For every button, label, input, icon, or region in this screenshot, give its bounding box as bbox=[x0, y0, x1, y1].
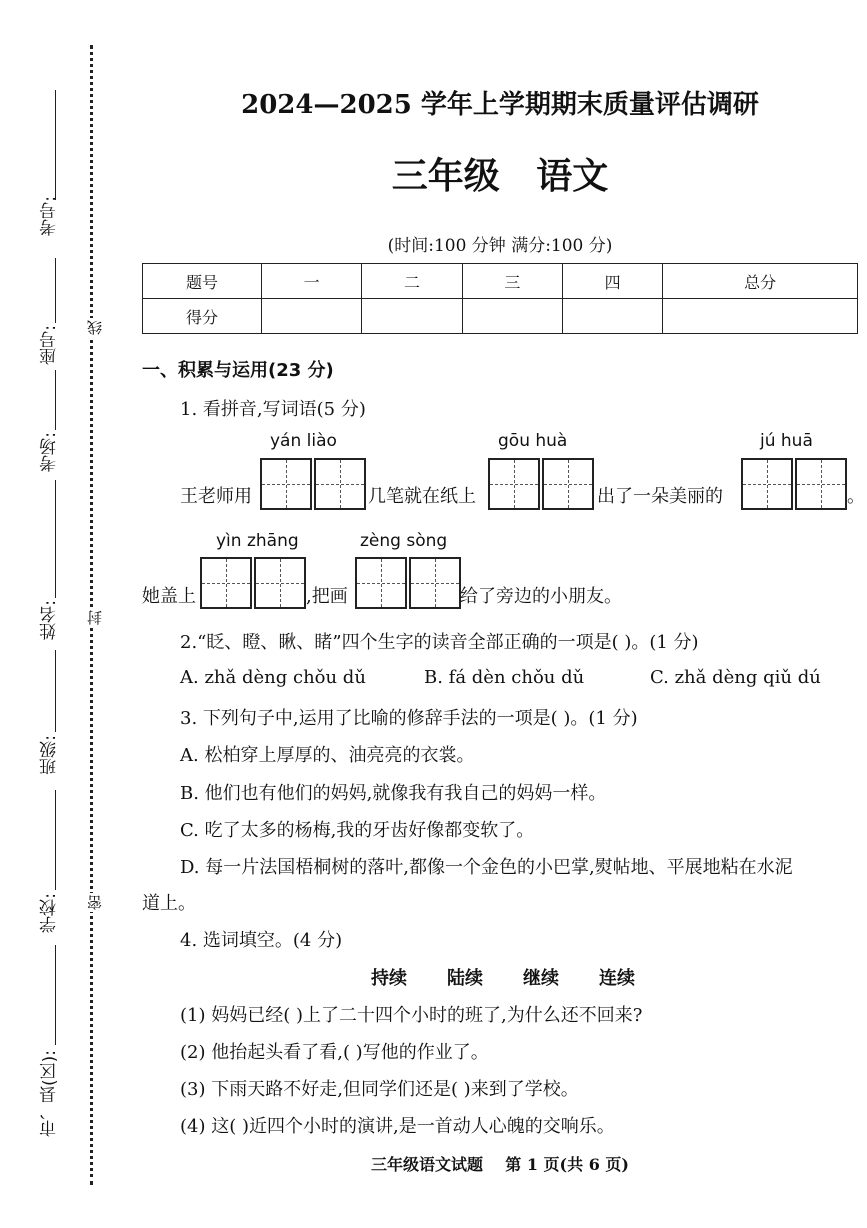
q2-title: 2.“眨、瞪、瞅、睹”四个生字的读音全部正确的一项是( )。(1 分) bbox=[180, 632, 699, 653]
q4-item-3: (3) 下雨天路不好走,但同学们还是( )来到了学校。 bbox=[180, 1079, 579, 1100]
q1-text-7: 给了旁边的小朋友。 bbox=[460, 586, 622, 607]
field-exam-number: 考号: bbox=[40, 196, 60, 236]
tianzige-answer-3[interactable] bbox=[741, 458, 847, 510]
q3-option-c: C. 吃了太多的杨梅,我的牙齿好像都变软了。 bbox=[180, 820, 535, 841]
score-cell: 总分 bbox=[663, 264, 858, 299]
field-seat-number: 座号: bbox=[40, 325, 60, 365]
q1-text-1: 王老师用 bbox=[180, 486, 252, 507]
score-cell: 四 bbox=[562, 264, 662, 299]
pinyin-yan-liao: yán liào bbox=[270, 431, 337, 451]
score-input-cell[interactable] bbox=[262, 299, 362, 334]
q3-option-d: D. 每一片法国梧桐树的落叶,都像一个金色的小巴掌,熨帖地、平展地粘在水泥 bbox=[180, 857, 793, 878]
score-cell: 三 bbox=[462, 264, 562, 299]
field-city-county-line[interactable] bbox=[55, 945, 56, 1045]
field-name: 姓名: bbox=[40, 600, 60, 640]
q1-text-5: 她盖上 bbox=[142, 586, 196, 607]
word-jixu: 继续 bbox=[523, 968, 559, 989]
exam-time-info: (时间:100 分钟 满分:100 分) bbox=[387, 236, 613, 256]
score-table-score-row bbox=[143, 299, 858, 334]
q3-option-a: A. 松柏穿上厚厚的、油亮亮的衣裳。 bbox=[180, 745, 475, 766]
field-seat-number-line[interactable] bbox=[55, 258, 56, 323]
q1-text-4: 。 bbox=[847, 486, 865, 507]
field-exam-room: 考场: bbox=[40, 432, 60, 472]
q3-option-d-cont: 道上。 bbox=[142, 893, 196, 914]
score-cell: 题号 bbox=[143, 264, 262, 299]
q2-option-c: C. zhǎ dèng qiǔ dú bbox=[650, 667, 821, 688]
score-input-cell[interactable] bbox=[562, 299, 662, 334]
word-luxu: 陆续 bbox=[447, 968, 483, 989]
field-class: 班级: bbox=[40, 735, 60, 775]
word-lianxu: 连续 bbox=[599, 968, 635, 989]
score-input-cell[interactable] bbox=[462, 299, 562, 334]
exam-subtitle: 三年级 语文 bbox=[391, 156, 609, 197]
q1-text-6: ,把画 bbox=[306, 586, 348, 607]
score-input-cell[interactable] bbox=[663, 299, 858, 334]
pinyin-ju-hua: jú huā bbox=[760, 431, 813, 451]
field-exam-room-line[interactable] bbox=[55, 370, 56, 430]
score-cell: 得分 bbox=[143, 299, 262, 334]
q3-option-b: B. 他们也有他们的妈妈,就像我有我自己的妈妈一样。 bbox=[180, 783, 607, 804]
tianzige-answer-5[interactable] bbox=[355, 557, 461, 609]
field-name-line[interactable] bbox=[55, 480, 56, 598]
page-footer: 三年级语文试题 第 1 页(共 6 页) bbox=[371, 1155, 629, 1174]
field-school-line[interactable] bbox=[55, 790, 56, 890]
seal-char-line: 线 bbox=[86, 320, 104, 335]
q1-text-2: 几笔就在纸上 bbox=[368, 486, 476, 507]
q4-item-2: (2) 他抬起头看了看,( )写他的作业了。 bbox=[180, 1042, 489, 1063]
score-input-cell[interactable] bbox=[362, 299, 462, 334]
section1-heading: 一、积累与运用(23 分) bbox=[142, 360, 334, 381]
seal-char-seal: 封 bbox=[86, 610, 104, 625]
field-class-line[interactable] bbox=[55, 650, 56, 732]
pinyin-zeng-song: zèng sòng bbox=[360, 531, 448, 551]
score-cell: 二 bbox=[362, 264, 462, 299]
q4-word-bank bbox=[351, 964, 655, 990]
tianzige-answer-2[interactable] bbox=[488, 458, 594, 510]
pinyin-gou-hua: gōu huà bbox=[498, 431, 568, 451]
q2-option-b: B. fá dèn chǒu dǔ bbox=[424, 667, 585, 688]
q1-text-3: 出了一朵美丽的 bbox=[597, 486, 723, 507]
field-city-county: 市、县(区): bbox=[40, 1050, 60, 1137]
q3-title: 3. 下列句子中,运用了比喻的修辞手法的一项是( )。(1 分) bbox=[180, 708, 638, 729]
q4-item-1: (1) 妈妈已经( )上了二十四个小时的班了,为什么还不回来? bbox=[180, 1005, 643, 1026]
score-table-header-row bbox=[143, 264, 858, 299]
q4-item-4: (4) 这( )近四个小时的演讲,是一首动人心魄的交响乐。 bbox=[180, 1116, 615, 1137]
word-chixu: 持续 bbox=[371, 968, 407, 989]
field-school: 学校: bbox=[40, 893, 60, 933]
exam-title: 2024—2025 学年上学期期末质量评估调研 bbox=[241, 90, 759, 120]
q4-title: 4. 选词填空。(4 分) bbox=[180, 930, 343, 951]
tianzige-answer-4[interactable] bbox=[200, 557, 306, 609]
pinyin-yin-zhang: yìn zhāng bbox=[216, 531, 299, 551]
q2-option-a: A. zhǎ dèng chǒu dǔ bbox=[180, 667, 366, 688]
seal-char-secret: 密 bbox=[86, 895, 104, 910]
score-table bbox=[142, 263, 858, 334]
q1-title: 1. 看拼音,写词语(5 分) bbox=[180, 399, 366, 420]
tianzige-answer-1[interactable] bbox=[260, 458, 366, 510]
score-cell: 一 bbox=[262, 264, 362, 299]
